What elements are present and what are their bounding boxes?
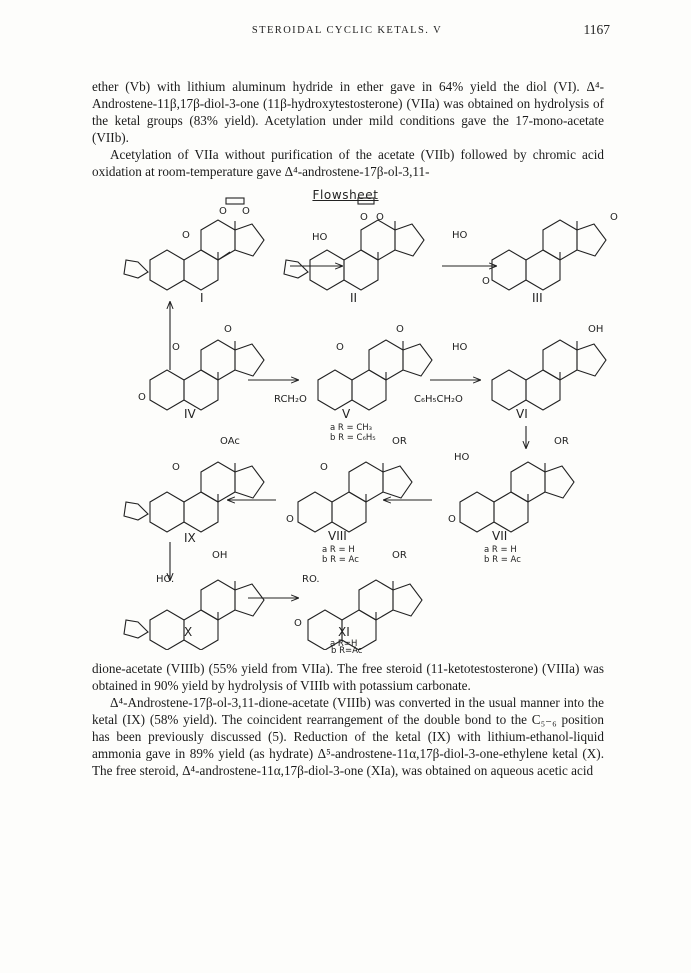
compound-VI <box>414 324 606 421</box>
flowsheet-diagram <box>80 190 620 650</box>
legend-VIII-b: b R = Ac <box>322 555 359 565</box>
ether-17: OR <box>554 436 569 447</box>
label-II: II <box>350 291 358 305</box>
ketal-oxygen: O <box>242 206 250 217</box>
top-text-block <box>92 78 604 180</box>
legend-VIII-a: a R = H <box>322 545 355 555</box>
c17-ketone: O <box>224 324 232 335</box>
legend-VII-b: b R = Ac <box>484 555 521 565</box>
label-XI: XI <box>338 625 350 639</box>
hydroxyl-11: HO <box>454 452 470 463</box>
c11-ketone: O <box>320 462 328 473</box>
compound-I <box>124 198 264 305</box>
legend-XI-a: a R=H <box>330 639 358 649</box>
label-X: X <box>184 625 193 639</box>
ether-11: RO. <box>302 574 320 585</box>
c11-ketone: O <box>172 462 180 473</box>
legend-V-a: a R = CH₃ <box>330 423 373 433</box>
legend-VII-a: a R = H <box>484 545 517 555</box>
c11-ketone: O <box>336 342 344 353</box>
label-VIII: VIII <box>328 529 347 543</box>
ether-17: OR <box>392 550 407 561</box>
compound-VII <box>448 436 574 565</box>
c3-ketone: O <box>294 618 302 629</box>
enol-ether: RCH₂O <box>274 394 307 405</box>
compound-X <box>124 550 264 650</box>
c17-ketone: O <box>610 212 618 223</box>
c3-ketone: O <box>448 514 456 525</box>
page-number: 1167 <box>583 22 610 37</box>
c3-ketone: O <box>286 514 294 525</box>
label-VII: VII <box>492 529 508 543</box>
ketal-oxygen: O <box>376 212 384 223</box>
hydroxyl-11: HO <box>452 230 468 241</box>
label-IV: IV <box>184 407 196 421</box>
c17-ketone: O <box>396 324 404 335</box>
c11-ketone: O <box>182 230 190 241</box>
paragraph-3: dione-acetate (VIIIb) (55% yield from VIIa). The free steroid (11-ketotestosterone) (VIIIa) was obtained in 90% yield by hydrolysis of VIIIb with potassium carbonate. <box>92 661 604 693</box>
ketal-oxygen: O <box>219 206 227 217</box>
legend-XI-b: b R=Ac <box>331 646 363 656</box>
legend-V-b: b R = C₆H₅ <box>330 433 376 443</box>
acetate-17: OAc <box>220 436 240 447</box>
compound-V <box>274 324 432 443</box>
paragraph-4: Δ⁴-Androstene-17β-ol-3,11-dione-acetate (VIIIb) was converted in the usual manner into the ketal (IX) (58% yield). The coincident rearrangement of the double bond to the C₅₋₆ position has been previously discussed (5). Reduction of the ketal (IX) with lithium-ethanol-liquid ammonia gave in 89% yield (as hydrate) Δ⁵-androstene-11α,17β-diol-3-one-ethylene ketal (X). The free steroid, Δ⁴-androstene-11α,17β-diol-3-one (XIa), was obtained on aqueous acetic acid <box>92 695 604 778</box>
compound-III <box>452 212 618 305</box>
label-III: III <box>532 291 543 305</box>
running-header <box>92 22 610 42</box>
flowsheet-title: Flowsheet <box>312 188 379 202</box>
ketal-17 <box>219 198 250 217</box>
hydroxyl-11: HO <box>312 232 328 243</box>
compound-IX <box>124 436 264 545</box>
hydroxyl-11: HO. <box>156 574 175 585</box>
label-VI: VI <box>516 407 528 421</box>
label-I: I <box>200 291 204 305</box>
paragraph-1: ether (Vb) with lithium aluminum hydride in ether gave in 64% yield the diol (VI). Δ⁴-Androstene-11β,17β-diol-3-one (11β-hydroxytestosterone) (VIIa) was obtained on hydrolysis of the ketal groups (83% yield). Acetylation under mild conditions gave the 17-mono-acetate (VIIb). <box>92 79 604 145</box>
bottom-text-block <box>92 660 604 779</box>
compound-II <box>284 198 424 305</box>
paragraph-2: Acetylation of VIIa without purification of the acetate (VIIb) followed by chromic acid oxidation at room-temperature gave Δ⁴-androstene-17β-ol-3,11- <box>92 147 604 179</box>
c3-ketone: O <box>138 392 146 403</box>
label-IX: IX <box>184 531 196 545</box>
hydroxyl-11: HO <box>452 342 468 353</box>
hydroxyl-17: OH <box>212 550 228 561</box>
c3-ketone: O <box>482 276 490 287</box>
compound-IV <box>138 324 264 421</box>
benzyl-enol-ether: C₆H₅CH₂O <box>414 394 463 405</box>
compound-XI <box>294 550 422 650</box>
hydroxyl-17: OH <box>588 324 604 335</box>
legend-XI-b-wrap <box>331 646 481 656</box>
ether-17: OR <box>392 436 407 447</box>
label-V: V <box>342 407 351 421</box>
ketal-oxygen: O <box>360 212 368 223</box>
c11-ketone: O <box>172 342 180 353</box>
running-title: STEROIDAL CYCLIC KETALS. V <box>251 25 443 36</box>
